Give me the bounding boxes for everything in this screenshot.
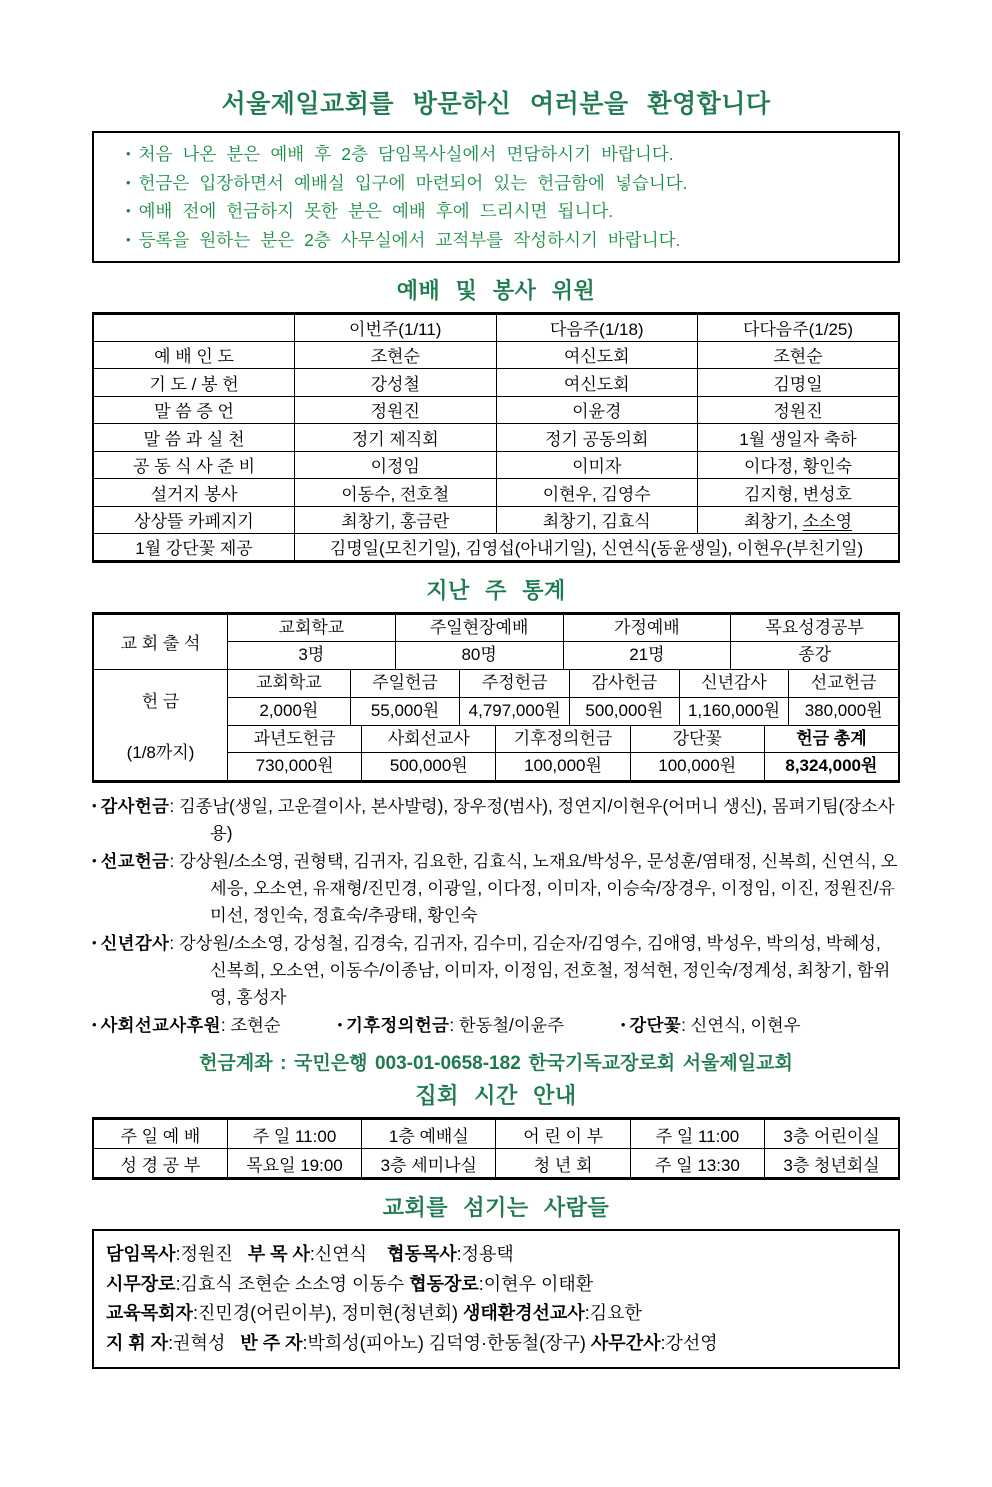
table-cell: 3층 세미나실 (362, 1149, 496, 1179)
table-cell: 이미자 (496, 451, 698, 479)
offering-detail-inline-row (92, 1011, 900, 1039)
staff-names: :김요한 (584, 1303, 642, 1324)
detail-text: : 김종남(생일, 고운결이사, 본사발령), 장우정(범사), 정연지/이현우(어머니 생신), 몸펴기팀(장소사용) (169, 796, 895, 844)
detail-text: : 강상원/소소영, 강성철, 김경숙, 김귀자, 김수미, 김순자/김영수, 김애영, 박성우, 박의성, 박혜성, 신복희, 오소연, 이동수/이종남, 이미자, 이정임, 전호철, 정석현, 정인숙/정계성, 최창기, 함위영, 홍성자 (169, 933, 891, 1008)
table-row (93, 1119, 899, 1149)
table-cell: 주일헌금 (350, 670, 460, 697)
offering-account-line: 헌금계좌 : 국민은행 003-01-0658-182 한국기독교장로회 서울제일교회 (199, 1053, 793, 1075)
table-cell: 500,000원 (361, 753, 495, 780)
row-label-cell: 예 배 인 도 (93, 341, 295, 369)
notice-item (126, 197, 890, 226)
detail-label: 신년감사 (100, 933, 170, 954)
table-cell: 이정임 (295, 451, 497, 479)
notice-item (126, 226, 890, 255)
detail-text: : 강상원/소소영, 권형택, 김귀자, 김요한, 김효식, 노재요/박성우, 문성훈/염태정, 신복희, 신연식, 오세응, 오소연, 유재형/진민경, 이광일, 이다정, 이미자, 이승숙/장경우, 이정임, 이진, 정원진/유미선, 정인숙, 정효숙/추광태, 황인숙 (169, 851, 898, 926)
table-cell: 주 일 11:00 (227, 1119, 361, 1149)
table-cell: 80명 (395, 642, 563, 669)
table-cell: 2,000원 (259, 700, 319, 720)
table-cell: 정기 제직회 (295, 424, 497, 452)
staff-names: :정용택 (456, 1244, 514, 1265)
offering-row-label (94, 670, 228, 780)
table-cell: 과년도헌금 (253, 728, 336, 748)
section-heading-meeting-times: 집회 시간 안내 (415, 1083, 577, 1109)
table-cell: 55,000원 (350, 698, 460, 725)
row-label-cell: 말 씀 증 언 (93, 396, 295, 424)
staff-names: :박희성(피아노) 김덕영·한동철(장구) (302, 1332, 591, 1353)
offering-detail-item (338, 1011, 564, 1039)
worship-duty-table (92, 312, 900, 563)
detail-label: 사회선교사후원 (100, 1015, 221, 1036)
table-cell: 730,000원 (255, 756, 334, 776)
notice-item-text: 예배 전에 헌금하지 못한 분은 예배 후에 드리시면 됩니다. (138, 201, 614, 221)
staff-names: :김효식 조현순 소소영 이동수 (175, 1273, 410, 1294)
table-row (93, 506, 899, 534)
table-cell: 기후정의헌금 (495, 726, 629, 753)
detail-text: : 한동철/이윤주 (449, 1015, 564, 1036)
row-label-cell: 공 동 식 사 준 비 (93, 451, 295, 479)
offering-detail-item (621, 1011, 801, 1039)
table-cell: 3층 청년회실 (765, 1149, 899, 1179)
table-cell: 목요성경공부 (730, 615, 898, 642)
offering-detail-item (92, 929, 900, 1011)
row-label-cell: 기 도 / 봉 헌 (93, 369, 295, 397)
table-cell: 김지형, 변성호 (698, 479, 900, 507)
row-label-cell: 상상뜰 카페지기 (93, 506, 295, 534)
detail-label: 기후정의헌금 (346, 1015, 450, 1036)
bullet-icon: • (126, 231, 131, 247)
stats-table (92, 612, 900, 784)
table-cell: 3명 (298, 645, 325, 665)
table-cell: 강단꽃 (630, 726, 764, 753)
table-cell: 이현우, 김영수 (496, 479, 698, 507)
staff-role-label: 지 휘 자 (106, 1332, 169, 1353)
table-cell: 감사헌금 (569, 670, 679, 697)
table-row (93, 424, 899, 452)
table-row (93, 369, 899, 397)
staff-names: :신연식 (309, 1244, 388, 1265)
table-cell: 교회학교 (256, 673, 322, 693)
offering-detail-item (92, 792, 900, 847)
staff-line (106, 1240, 886, 1270)
staff-role-label: 사무간사 (590, 1332, 661, 1353)
offering-value-row-2 (228, 752, 898, 780)
table-cell: 어 린 이 부 (496, 1119, 630, 1149)
table-cell: 교회학교 (278, 617, 345, 637)
offering-detail-item (92, 847, 900, 929)
offering-header-row-2 (228, 725, 898, 753)
staff-names: :진민경(어린이부), 정미현(청년회) (192, 1303, 463, 1324)
attendance-value-row (228, 641, 898, 669)
offering-header-row-1 (228, 670, 898, 697)
table-cell: 1월 생일자 축하 (698, 424, 900, 452)
table-cell: 이동수, 전호철 (295, 479, 497, 507)
staff-names: :이현우 이태환 (478, 1273, 594, 1294)
staff-role-label: 생태환경선교사 (462, 1303, 585, 1324)
table-cell: 최창기, 홍금란 (295, 506, 497, 534)
table-cell: 선교헌금 (788, 670, 898, 697)
bullet-icon: • (126, 203, 131, 218)
bullet-icon: • (92, 798, 97, 814)
table-cell: 500,000원 (569, 698, 679, 725)
bullet-icon: • (92, 853, 97, 869)
table-cell: 21명 (563, 642, 731, 669)
attendance-rows (228, 615, 898, 670)
bullet-icon: • (92, 935, 97, 951)
staff-names: :정원진 (175, 1244, 248, 1265)
row-label-cell: 설거지 봉사 (93, 479, 295, 507)
row-label-cell: 말 씀 과 실 천 (93, 424, 295, 452)
table-cell: 3층 어린이실 (765, 1119, 899, 1149)
offering-detail-item (92, 1011, 281, 1039)
underlined-name: 소소영 (802, 512, 852, 532)
table-header-cell: 이번주(1/11) (295, 314, 497, 342)
staff-role-label: 교육목회자 (106, 1303, 193, 1324)
staff-line (106, 1299, 886, 1329)
detail-label: 강단꽃 (629, 1015, 682, 1036)
table-header-cell (93, 314, 295, 342)
staff-names: :강선영 (660, 1332, 718, 1353)
table-row (93, 341, 899, 369)
notice-item (126, 140, 890, 169)
section-heading-last-week-stats: 지난 주 통계 (426, 577, 566, 603)
church-staff-box (92, 1229, 900, 1369)
table-cell: 강성철 (295, 369, 497, 397)
table-cell: 조현순 (295, 341, 497, 369)
staff-role-label: 시무장로 (106, 1273, 176, 1294)
table-cell: 주 일 예 배 (93, 1119, 227, 1149)
row-label-cell: 1월 강단꽃 제공 (93, 534, 295, 562)
table-cell: 신년감사 (679, 670, 789, 697)
table-row (93, 451, 899, 479)
table-cell: 청 년 회 (496, 1149, 630, 1179)
table-cell: 주 일 13:30 (630, 1149, 764, 1179)
bullet-icon: • (126, 146, 131, 161)
page-title: 서울제일교회를 방문하신 여러분을 환영합니다 (221, 90, 771, 118)
bullet-icon: • (337, 1017, 343, 1033)
welcome-notice-box (92, 131, 900, 263)
notice-item-text: 등록을 원하는 분은 2층 사무실에서 교적부를 작성하시기 바랍니다. (138, 229, 681, 250)
table-cell: 목요일 19:00 (227, 1149, 361, 1179)
table-cell: 4,797,000원 (459, 698, 569, 725)
table-cell: 조현순 (698, 341, 900, 369)
staff-role-label: 담임목사 (106, 1244, 176, 1265)
section-heading-worship-committee: 예배 및 봉사 위원 (396, 278, 596, 303)
table-cell: 여신도회 (496, 341, 698, 369)
staff-names: :권혁성 (168, 1332, 241, 1353)
detail-label: 감사헌금 (100, 796, 170, 817)
section-heading-church-staff: 교회를 섬기는 사람들 (382, 1195, 610, 1221)
table-row (93, 1149, 899, 1179)
offering-value-row-1 (228, 697, 898, 725)
offering-band (94, 669, 898, 780)
table-cell: 종강 (730, 642, 898, 669)
table-cell: 1,160,000원 (679, 698, 789, 725)
detail-label: 선교헌금 (100, 851, 170, 872)
staff-role-label: 부 목 사 (247, 1244, 310, 1265)
table-cell: 성 경 공 부 (93, 1149, 227, 1179)
table-cell: 8,324,000원 (764, 753, 898, 780)
table-cell: 최창기, 김효식 (496, 506, 698, 534)
attendance-band (94, 615, 898, 670)
attendance-label-text: 교 회 출 석 (120, 634, 201, 654)
table-cell: 정원진 (698, 396, 900, 424)
table-cell: 정원진 (295, 396, 497, 424)
notice-item (126, 169, 890, 198)
table-header-cell: 다음주(1/18) (496, 314, 698, 342)
staff-line (106, 1329, 886, 1359)
table-cell: 주일현장예배 (395, 615, 563, 642)
attendance-row-label (94, 615, 228, 670)
bullet-icon: • (126, 174, 131, 190)
table-row (93, 479, 899, 507)
notice-item-text: 헌금은 입장하면서 예배실 입구에 마련되어 있는 헌금함에 넣습니다. (138, 172, 688, 193)
offering-details-list (92, 792, 900, 1039)
offering-rows (228, 670, 898, 780)
table-cell: 이다정, 황인숙 (698, 451, 900, 479)
bullet-icon: • (620, 1017, 626, 1033)
table-header-cell: 다다음주(1/25) (698, 314, 900, 342)
table-header-row (93, 314, 899, 342)
bulletin-page (92, 84, 900, 1369)
table-row (93, 396, 899, 424)
table-cell: 정기 공동의회 (496, 424, 698, 452)
attendance-header-row (228, 615, 898, 642)
staff-line (106, 1270, 886, 1300)
notice-item-text: 처음 나온 분은 예배 후 2층 담임목사실에서 면담하시기 바랍니다. (138, 144, 674, 164)
table-cell: 380,000원 (788, 698, 898, 725)
table-cell: 헌금 총계 (764, 726, 898, 753)
staff-role-label: 반 주 자 (240, 1332, 303, 1353)
table-row (93, 534, 899, 562)
detail-text: : 조현순 (220, 1015, 281, 1036)
table-cell: 100,000원 (630, 753, 764, 780)
bullet-icon: • (92, 1017, 97, 1033)
meeting-schedule-table (92, 1117, 900, 1180)
table-cell: 최창기, 소소영 (698, 506, 900, 534)
offering-label-line2: (1/8까지) (126, 743, 195, 763)
table-cell: 김명일 (698, 369, 900, 397)
table-cell: 1층 예배실 (362, 1119, 496, 1149)
staff-role-label: 협동장로 (409, 1273, 479, 1294)
table-span-cell: 김명일(모친기일), 김영섭(아내기일), 신연식(동윤생일), 이현우(부친기일) (295, 534, 900, 562)
staff-role-label: 협동목사 (387, 1244, 457, 1265)
offering-label-line1: 헌 금 (141, 692, 180, 712)
table-cell: 사회선교사 (361, 726, 495, 753)
table-cell: 여신도회 (496, 369, 698, 397)
table-cell: 주 일 11:00 (630, 1119, 764, 1149)
table-cell: 이윤경 (496, 396, 698, 424)
table-cell: 100,000원 (495, 753, 629, 780)
table-cell: 가정예배 (563, 615, 731, 642)
detail-text: : 신연식, 이현우 (681, 1015, 801, 1036)
table-cell: 주정헌금 (459, 670, 569, 697)
